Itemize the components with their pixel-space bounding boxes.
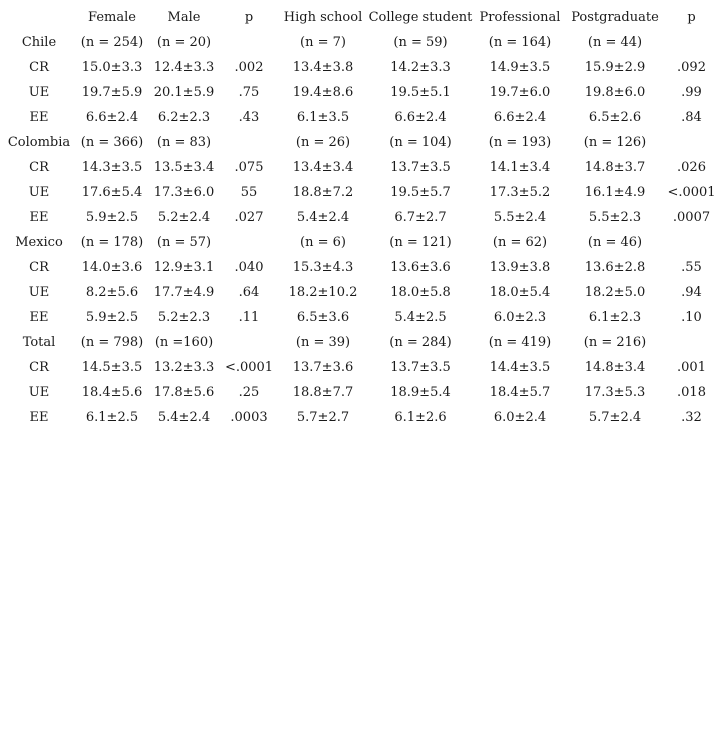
cell-college-student: 19.5±5.7 (390, 185, 451, 200)
cell-female: 6.6±2.4 (85, 110, 139, 125)
cell-male: 12.9±3.1 (153, 260, 215, 275)
cell-female: (n = 254) (80, 35, 144, 50)
cell-p-education (663, 230, 720, 255)
cell-professional: 17.3±5.2 (489, 185, 551, 200)
cell-p-gender: <.0001 (224, 360, 274, 375)
table-row (2, 330, 720, 355)
cell-male: 6.2±2.3 (157, 110, 211, 125)
cell-college-student: (n = 104) (389, 135, 452, 150)
table-row (2, 130, 720, 155)
cell-female: 14.0±3.6 (81, 260, 143, 275)
cell-professional: 6.0±2.4 (493, 410, 547, 425)
cell-college-student: (n = 121) (389, 235, 452, 250)
cell-professional: 6.0±2.3 (493, 310, 547, 325)
cell-male: 13.5±3.4 (153, 160, 215, 175)
cell-postgraduate: 15.9±2.9 (584, 60, 646, 75)
cell-row-label: Colombia (7, 135, 71, 150)
cell-high-school: 15.3±4.3 (292, 260, 354, 275)
table-row (2, 155, 720, 180)
header-cell-female: Female (88, 10, 136, 25)
cell-row-label: UE (28, 85, 50, 100)
cell-high-school: 6.1±3.5 (296, 110, 350, 125)
cell-male: (n =160) (154, 335, 214, 350)
cell-postgraduate: 5.5±2.3 (588, 210, 642, 225)
cell-college-student: 13.6±3.6 (390, 260, 451, 275)
cell-professional: (n = 62) (492, 235, 548, 250)
cell-p-education: .32 (681, 410, 702, 425)
table-row (2, 230, 720, 255)
cell-p-education: <.0001 (667, 185, 716, 200)
cell-high-school: 5.7±2.7 (296, 410, 350, 425)
cell-p-education: .001 (677, 360, 706, 375)
cell-p-gender: .64 (238, 285, 260, 300)
cell-college-student: (n = 59) (393, 35, 448, 50)
cell-male: 12.4±3.3 (153, 60, 215, 75)
table-row (2, 180, 720, 205)
cell-professional: 13.9±3.8 (489, 260, 551, 275)
cell-female: (n = 178) (80, 235, 144, 250)
cell-high-school: 13.4±3.8 (292, 60, 354, 75)
cell-male: 5.2±2.4 (157, 210, 211, 225)
cell-row-label: CR (29, 160, 49, 175)
header-cell-college-student: College student (368, 10, 473, 25)
header-cell-male: Male (167, 10, 201, 25)
cell-postgraduate: 18.2±5.0 (584, 285, 646, 300)
cell-p-gender: .11 (238, 310, 260, 325)
header-cell-p-education: p (687, 10, 696, 25)
cell-p-gender (220, 230, 278, 255)
cell-postgraduate: 6.1±2.3 (588, 310, 642, 325)
cell-p-gender: .0003 (230, 410, 268, 425)
cell-college-student: 18.9±5.4 (390, 385, 451, 400)
cell-p-education: .94 (681, 285, 702, 300)
cell-college-student: 6.1±2.6 (394, 410, 447, 425)
cell-p-gender: .002 (234, 60, 264, 75)
table-body (2, 30, 720, 430)
cell-professional: 19.7±6.0 (489, 85, 551, 100)
cell-female: 15.0±3.3 (81, 60, 143, 75)
cell-college-student: 19.5±5.1 (390, 85, 451, 100)
cell-male: 17.3±6.0 (153, 185, 215, 200)
cell-high-school: 13.4±3.4 (292, 160, 354, 175)
table-row (2, 30, 720, 55)
cell-p-education: .092 (677, 60, 706, 75)
cell-college-student: 18.0±5.8 (390, 285, 451, 300)
statistics-table (2, 5, 720, 430)
cell-row-label: EE (29, 210, 49, 225)
cell-high-school: 18.8±7.2 (292, 185, 354, 200)
cell-female: (n = 798) (80, 335, 144, 350)
cell-postgraduate: 6.5±2.6 (588, 110, 642, 125)
cell-row-label: CR (29, 60, 49, 75)
cell-p-education (663, 130, 720, 155)
cell-high-school: 18.2±10.2 (288, 285, 358, 300)
cell-high-school: (n = 7) (300, 35, 346, 50)
cell-female: 17.6±5.4 (81, 185, 143, 200)
cell-postgraduate: 14.8±3.7 (584, 160, 646, 175)
cell-professional: 5.5±2.4 (493, 210, 547, 225)
cell-female: (n = 366) (80, 135, 144, 150)
cell-p-gender: .040 (234, 260, 264, 275)
cell-high-school: 18.8±7.7 (292, 385, 354, 400)
cell-professional: 14.4±3.5 (489, 360, 551, 375)
cell-postgraduate: (n = 44) (587, 35, 643, 50)
table-row (2, 305, 720, 330)
cell-row-label: EE (29, 110, 49, 125)
cell-row-label: CR (29, 260, 49, 275)
header-cell-professional: Professional (479, 10, 561, 25)
cell-college-student: 6.7±2.7 (394, 210, 447, 225)
cell-p-gender: .027 (234, 210, 264, 225)
cell-postgraduate: (n = 46) (587, 235, 643, 250)
table-row (2, 55, 720, 80)
table-row (2, 80, 720, 105)
cell-male: 17.7±4.9 (153, 285, 215, 300)
cell-high-school: (n = 39) (295, 335, 351, 350)
cell-p-education (663, 30, 720, 55)
cell-high-school: 6.5±3.6 (296, 310, 350, 325)
cell-postgraduate: 13.6±2.8 (584, 260, 646, 275)
cell-p-gender: .75 (238, 85, 260, 100)
table-row (2, 380, 720, 405)
cell-row-label: Chile (21, 35, 57, 50)
cell-row-label: UE (28, 185, 50, 200)
cell-male: 5.4±2.4 (157, 410, 211, 425)
cell-college-student: 6.6±2.4 (394, 110, 447, 125)
cell-p-gender (220, 130, 278, 155)
cell-p-education: .10 (681, 310, 702, 325)
cell-row-label: EE (29, 410, 49, 425)
cell-postgraduate: 16.1±4.9 (584, 185, 646, 200)
table-row (2, 405, 720, 430)
cell-male: 13.2±3.3 (153, 360, 215, 375)
cell-female: 19.7±5.9 (81, 85, 143, 100)
cell-p-gender: .43 (238, 110, 260, 125)
cell-postgraduate: 5.7±2.4 (588, 410, 642, 425)
cell-p-gender: .25 (238, 385, 260, 400)
cell-college-student: (n = 284) (389, 335, 452, 350)
cell-professional: (n = 193) (488, 135, 552, 150)
cell-p-education (663, 330, 720, 355)
cell-row-label: UE (28, 285, 50, 300)
header-cell-postgraduate: Postgraduate (571, 10, 659, 25)
cell-high-school: (n = 6) (300, 235, 346, 250)
cell-p-education: .55 (681, 260, 702, 275)
table-row (2, 255, 720, 280)
cell-postgraduate: 14.8±3.4 (584, 360, 646, 375)
cell-female: 14.5±3.5 (81, 360, 143, 375)
table-header (2, 5, 720, 30)
cell-high-school: (n = 26) (295, 135, 351, 150)
cell-p-gender: 55 (240, 185, 258, 200)
cell-female: 14.3±3.5 (81, 160, 143, 175)
cell-professional: (n = 164) (488, 35, 552, 50)
cell-row-label: Total (22, 335, 56, 350)
cell-p-gender (220, 330, 278, 355)
table-row (2, 105, 720, 130)
cell-postgraduate: 17.3±5.3 (584, 385, 646, 400)
cell-high-school: 13.7±3.6 (292, 360, 354, 375)
cell-college-student: 5.4±2.5 (394, 310, 447, 325)
header-row (2, 5, 720, 30)
cell-professional: 18.0±5.4 (489, 285, 551, 300)
cell-male: (n = 57) (156, 235, 212, 250)
cell-high-school: 19.4±8.6 (292, 85, 354, 100)
cell-p-education: .84 (681, 110, 702, 125)
cell-male: 17.8±5.6 (153, 385, 215, 400)
table-row (2, 205, 720, 230)
cell-college-student: 13.7±3.5 (390, 360, 451, 375)
table-row (2, 280, 720, 305)
cell-female: 8.2±5.6 (85, 285, 139, 300)
cell-professional: 14.1±3.4 (489, 160, 551, 175)
cell-professional: 18.4±5.7 (489, 385, 551, 400)
cell-male: (n = 83) (156, 135, 212, 150)
header-cell-p-gender: p (244, 10, 254, 25)
cell-high-school: 5.4±2.4 (296, 210, 350, 225)
cell-male: 20.1±5.9 (153, 85, 215, 100)
cell-professional: (n = 419) (488, 335, 552, 350)
header-cell-high-school: High school (283, 10, 363, 25)
cell-postgraduate: (n = 216) (583, 335, 647, 350)
cell-male: 5.2±2.3 (157, 310, 211, 325)
cell-professional: 14.9±3.5 (489, 60, 551, 75)
cell-row-label: UE (28, 385, 50, 400)
cell-p-education: .018 (677, 385, 706, 400)
cell-female: 18.4±5.6 (81, 385, 143, 400)
cell-row-label: CR (29, 360, 49, 375)
cell-p-education: .99 (681, 85, 702, 100)
cell-female: 5.9±2.5 (85, 210, 139, 225)
cell-postgraduate: (n = 126) (583, 135, 647, 150)
cell-college-student: 14.2±3.3 (390, 60, 451, 75)
cell-college-student: 13.7±3.5 (390, 160, 451, 175)
cell-p-gender (220, 30, 278, 55)
cell-row-label: EE (29, 310, 49, 325)
cell-p-education: .026 (677, 160, 706, 175)
cell-p-gender: .075 (234, 160, 264, 175)
cell-female: 6.1±2.5 (85, 410, 139, 425)
cell-p-education: .0007 (672, 210, 711, 225)
cell-female: 5.9±2.5 (85, 310, 139, 325)
cell-row-label: Mexico (15, 235, 63, 250)
header-cell-blank (2, 5, 76, 30)
table-row (2, 355, 720, 380)
cell-professional: 6.6±2.4 (493, 110, 547, 125)
cell-male: (n = 20) (156, 35, 212, 50)
cell-postgraduate: 19.8±6.0 (584, 85, 646, 100)
